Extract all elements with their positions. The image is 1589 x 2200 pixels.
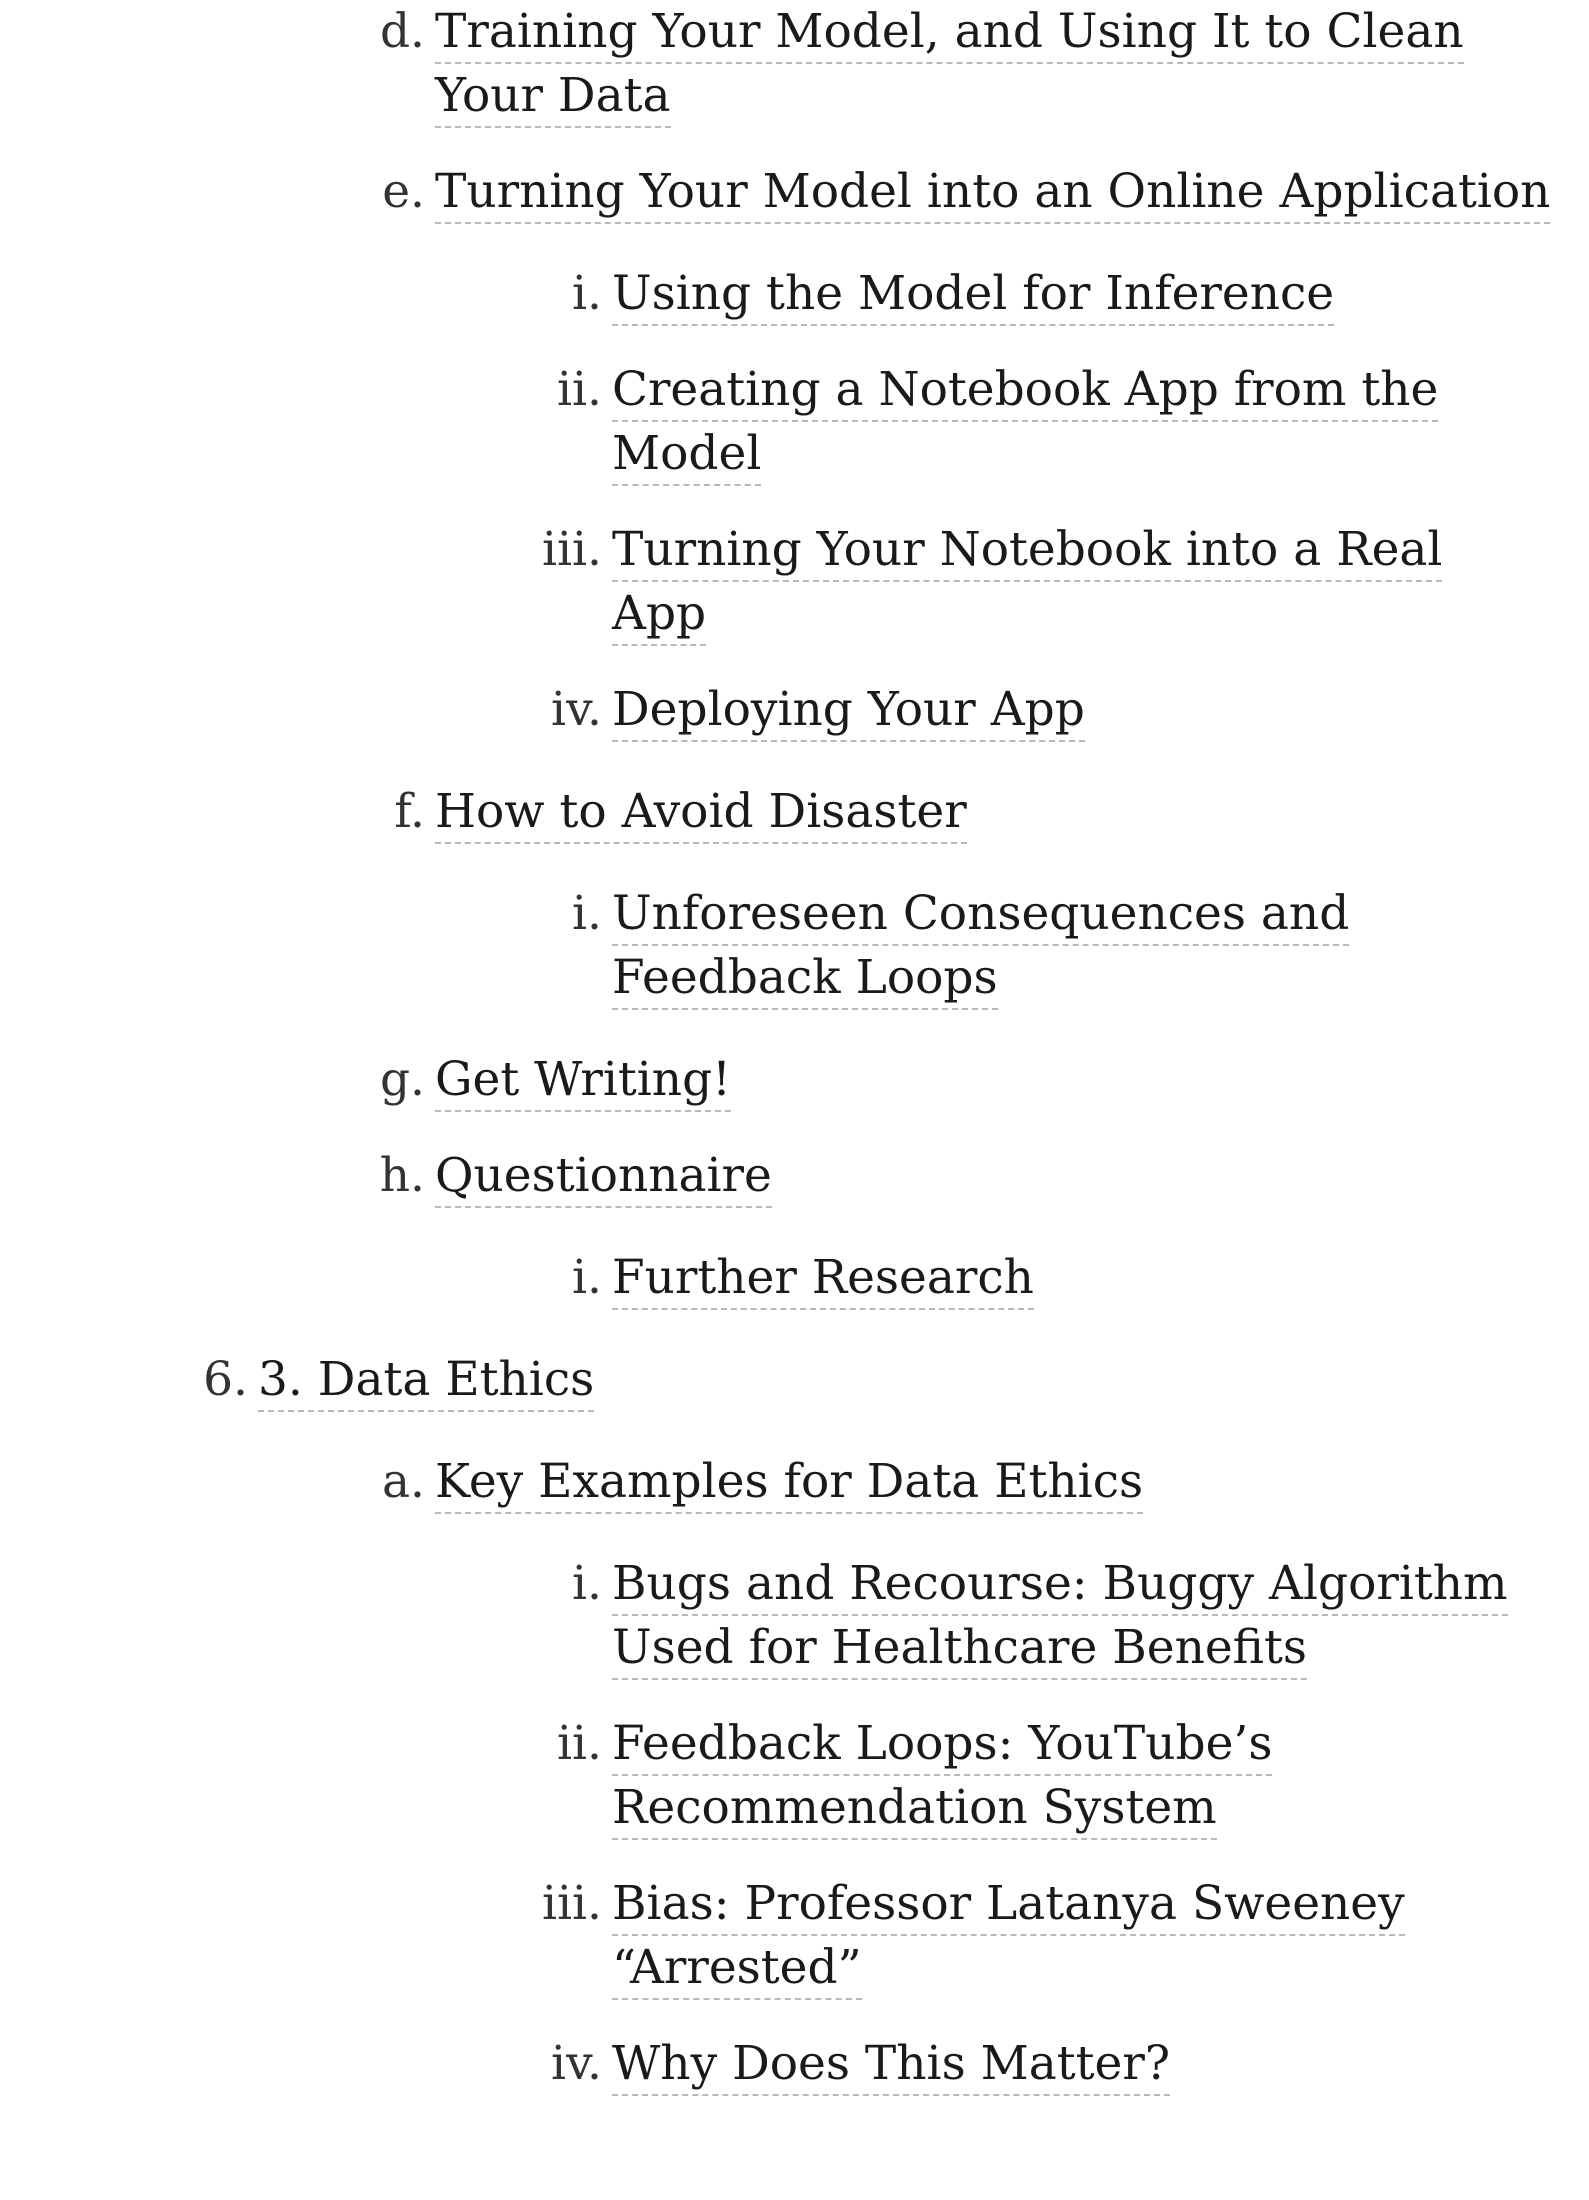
toc-marker: iv.: [551, 2036, 602, 2091]
toc-link-text[interactable]: Your Data: [435, 66, 671, 128]
toc-link-text[interactable]: Used for Healthcare Benefits: [612, 1618, 1307, 1680]
toc-link[interactable]: [612, 1552, 1508, 1680]
toc-marker: iv.: [551, 682, 602, 737]
toc-marker: iii.: [541, 1876, 602, 1931]
toc-marker: a.: [382, 1454, 425, 1509]
toc-link[interactable]: [435, 160, 1550, 224]
toc-marker: i.: [572, 886, 602, 941]
toc-link[interactable]: [435, 1144, 772, 1208]
toc-link[interactable]: [612, 1246, 1034, 1310]
toc-link[interactable]: [612, 262, 1334, 326]
toc-link-text[interactable]: Creating a Notebook App from the: [612, 360, 1438, 422]
toc-link-text[interactable]: Unforeseen Consequences and: [612, 884, 1349, 946]
toc-link[interactable]: [612, 1712, 1272, 1840]
toc-link[interactable]: [435, 1048, 731, 1112]
toc-link[interactable]: [612, 518, 1442, 646]
toc-link[interactable]: [612, 358, 1438, 486]
toc-marker: e.: [382, 164, 425, 219]
toc-link[interactable]: [435, 780, 967, 844]
toc-marker: i.: [572, 1556, 602, 1611]
toc-link-text[interactable]: Feedback Loops: YouTube’s: [612, 1714, 1272, 1776]
toc-link-text[interactable]: 3. Data Ethics: [258, 1350, 594, 1412]
toc-link-text[interactable]: Deploying Your App: [612, 680, 1085, 742]
toc-link[interactable]: [435, 0, 1464, 128]
toc-marker: ii.: [556, 362, 602, 417]
toc-link-text[interactable]: How to Avoid Disaster: [435, 782, 967, 844]
toc-marker: ii.: [556, 1716, 602, 1771]
toc-link[interactable]: [612, 678, 1085, 742]
toc-link[interactable]: [258, 1348, 594, 1412]
toc-link-text[interactable]: Feedback Loops: [612, 948, 998, 1010]
toc-link-text[interactable]: Recommendation System: [612, 1778, 1217, 1840]
toc-link-text[interactable]: Further Research: [612, 1248, 1034, 1310]
toc-marker: h.: [379, 1148, 425, 1203]
toc-link-text[interactable]: Bias: Professor Latanya Sweeney: [612, 1874, 1405, 1936]
toc-marker: iii.: [541, 522, 602, 577]
toc-link-text[interactable]: Turning Your Notebook into a Real: [612, 520, 1442, 582]
toc-link-text[interactable]: Model: [612, 424, 761, 486]
toc-marker: f.: [394, 784, 425, 839]
toc-marker: i.: [572, 1250, 602, 1305]
toc-link[interactable]: [612, 1872, 1405, 2000]
toc-link[interactable]: [612, 882, 1349, 1010]
toc-link-text[interactable]: Why Does This Matter?: [612, 2034, 1170, 2096]
toc-link-text[interactable]: Training Your Model, and Using It to Clean: [435, 2, 1464, 64]
toc-link[interactable]: [435, 1450, 1143, 1514]
toc-link-text[interactable]: “Arrested”: [612, 1938, 862, 2000]
toc-link-text[interactable]: Key Examples for Data Ethics: [435, 1452, 1143, 1514]
toc-link-text[interactable]: Get Writing!: [435, 1050, 731, 1112]
toc-link-text[interactable]: Questionnaire: [435, 1146, 772, 1208]
toc-marker: i.: [572, 266, 602, 321]
toc-link[interactable]: [612, 2032, 1170, 2096]
toc-link-text[interactable]: Turning Your Model into an Online Application: [435, 162, 1550, 224]
toc-marker: 6.: [203, 1352, 248, 1407]
toc-marker: d.: [379, 4, 425, 59]
toc-marker: g.: [379, 1052, 425, 1107]
toc-link-text[interactable]: Bugs and Recourse: Buggy Algorithm: [612, 1554, 1508, 1616]
toc-link-text[interactable]: Using the Model for Inference: [612, 264, 1334, 326]
toc-link-text[interactable]: App: [612, 584, 706, 646]
